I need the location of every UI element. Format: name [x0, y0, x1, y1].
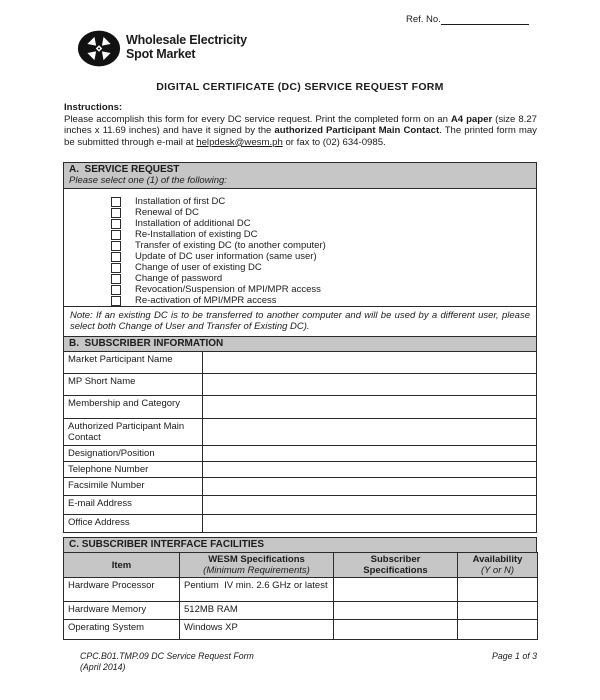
subscriber-spec-input-operating-system[interactable] [334, 620, 458, 640]
field-value-authorized-participant-main-contact[interactable] [203, 419, 537, 446]
section-c-title: C. SUBSCRIBER INTERFACE FACILITIES [63, 537, 537, 552]
footer-page-number: Page 1 of 3 [492, 651, 537, 661]
wesm-spec-value: Pentium IV min. 2.6 GHz or latest [180, 578, 334, 602]
instructions-text-2: (size 8.27 inches x 11.69 inches) and have it signed by the [64, 113, 537, 137]
wesm-spec-value: Windows XP [180, 620, 334, 640]
section-a-service-request [63, 162, 537, 337]
option-label: Renewal of DC [135, 207, 199, 218]
wesm-logo [77, 29, 247, 68]
section-a-header [64, 163, 536, 189]
instructions-bold-contact: authorized Participant Main Contact [274, 125, 440, 137]
table-row [64, 620, 538, 640]
instructions-text-1: Please accomplish this form for every DC service request. Print the completed form on an [64, 113, 451, 125]
footer-doc-date: (April 2014) [80, 661, 126, 672]
footer-doc-code: CPC.B01.TMP.09 DC Service Request Form [80, 651, 254, 661]
item-label: Hardware Processor [64, 578, 180, 602]
item-label: Hardware Memory [64, 602, 180, 620]
field-value-market-participant-name[interactable] [203, 352, 537, 374]
option-row [111, 295, 536, 306]
checkbox-installation-additional-dc[interactable] [111, 219, 121, 229]
footer-doc-info [80, 651, 254, 672]
subscriber-spec-input-hardware-processor[interactable] [334, 578, 458, 602]
field-value-membership-category[interactable] [203, 396, 537, 419]
field-label: Facsimile Number [64, 478, 203, 496]
option-label: Re-activation of MPI/MPR access [135, 295, 277, 306]
section-a-title: A. SERVICE REQUEST [69, 164, 180, 175]
logo-line2: Spot Market [126, 47, 196, 61]
table-row [64, 419, 537, 446]
option-row [111, 273, 536, 284]
item-label: Operating System [64, 620, 180, 640]
table-row [64, 478, 537, 496]
option-label: Change of user of existing DC [135, 262, 262, 273]
option-row [111, 229, 536, 240]
field-label: Membership and Category [64, 396, 203, 419]
section-b-title: B. SUBSCRIBER INFORMATION [63, 336, 537, 351]
form-title: DIGITAL CERTIFICATE (DC) SERVICE REQUEST FORM [156, 81, 444, 93]
checkbox-revocation-suspension-mpi-mpr[interactable] [111, 285, 121, 295]
column-header-wesm-specifications: WESM Specifications (Minimum Requirements) [180, 553, 334, 578]
field-value-office-address[interactable] [203, 515, 537, 533]
wesm-logo-text [126, 29, 247, 61]
section-c-subscriber-interface-facilities [63, 537, 537, 640]
option-row [111, 207, 536, 218]
field-value-facsimile-number[interactable] [203, 478, 537, 496]
ref-no-input-line[interactable] [441, 14, 529, 25]
subscriber-info-table [63, 351, 537, 533]
checkbox-change-password[interactable] [111, 274, 121, 284]
instructions-heading: Instructions: [64, 102, 123, 113]
instructions-block [64, 102, 537, 148]
option-row [111, 240, 536, 251]
option-label: Update of DC user information (same user) [135, 251, 317, 262]
checkbox-transfer-existing-dc[interactable] [111, 241, 121, 251]
table-header-row [64, 553, 538, 578]
availability-input-operating-system[interactable] [458, 620, 538, 640]
option-label: Revocation/Suspension of MPI/MPR access [135, 284, 321, 295]
column-header-item: Item [64, 553, 180, 578]
checkbox-renewal-dc[interactable] [111, 208, 121, 218]
helpdesk-email-link[interactable]: helpdesk@wesm.ph [196, 136, 283, 148]
table-row [64, 602, 538, 620]
service-request-options [64, 189, 536, 306]
ref-no [406, 14, 529, 25]
table-row [64, 396, 537, 419]
section-a-subtitle: Please select one (1) of the following: [69, 175, 227, 186]
ref-no-label: Ref. No. [406, 14, 441, 25]
option-label: Transfer of existing DC (to another computer) [135, 240, 326, 251]
option-label: Change of password [135, 273, 223, 284]
field-label: Market Participant Name [64, 352, 203, 374]
interface-facilities-table [63, 552, 538, 640]
availability-input-hardware-processor[interactable] [458, 578, 538, 602]
wesm-spec-value: 512MB RAM [180, 602, 334, 620]
table-row [64, 515, 537, 533]
section-a-note: Note: If an existing DC is to be transferred to another computer and will be used by a different user, please select both Change of User and Transfer of Existing DC). [64, 306, 536, 336]
checkbox-update-dc-user-info[interactable] [111, 252, 121, 262]
option-label: Installation of additional DC [135, 218, 251, 229]
wesm-logo-icon [77, 29, 121, 68]
checkbox-installation-first-dc[interactable] [111, 197, 121, 207]
checkbox-change-user-existing-dc[interactable] [111, 263, 121, 273]
table-row [64, 352, 537, 374]
field-value-mp-short-name[interactable] [203, 374, 537, 396]
section-b-subscriber-information [63, 336, 537, 533]
table-row [64, 374, 537, 396]
instructions-text-3: . The printed form may be submitted through e-mail at [64, 125, 537, 148]
checkbox-reinstallation-existing-dc[interactable] [111, 230, 121, 240]
option-row [111, 284, 536, 295]
page-footer [80, 651, 537, 672]
field-value-designation-position[interactable] [203, 446, 537, 462]
option-row [111, 262, 536, 273]
availability-input-hardware-memory[interactable] [458, 602, 538, 620]
option-label: Re-Installation of existing DC [135, 229, 258, 240]
field-value-telephone-number[interactable] [203, 462, 537, 478]
field-label: E-mail Address [64, 496, 203, 515]
logo-line1: Wholesale Electricity [126, 33, 247, 47]
option-row [111, 251, 536, 262]
field-label: Designation/Position [64, 446, 203, 462]
field-label: Telephone Number [64, 462, 203, 478]
option-label: Installation of first DC [135, 196, 226, 207]
table-row [64, 578, 538, 602]
checkbox-reactivation-mpi-mpr[interactable] [111, 296, 121, 306]
column-header-subscriber-specifications: Subscriber Specifications [334, 553, 458, 578]
field-label: MP Short Name [64, 374, 203, 396]
field-label: Authorized Participant Main Contact [64, 419, 203, 446]
instructions-text-4: or fax to (02) 634-0985. [282, 136, 386, 148]
instructions-bold-a4: A4 paper [450, 113, 493, 125]
option-row [111, 218, 536, 229]
field-label: Office Address [64, 515, 203, 533]
option-row [111, 196, 536, 207]
subscriber-spec-input-hardware-memory[interactable] [334, 602, 458, 620]
table-row [64, 496, 537, 515]
table-row [64, 446, 537, 462]
field-value-email-address[interactable] [203, 496, 537, 515]
table-row [64, 462, 537, 478]
column-header-availability: Availability (Y or N) [458, 553, 538, 578]
